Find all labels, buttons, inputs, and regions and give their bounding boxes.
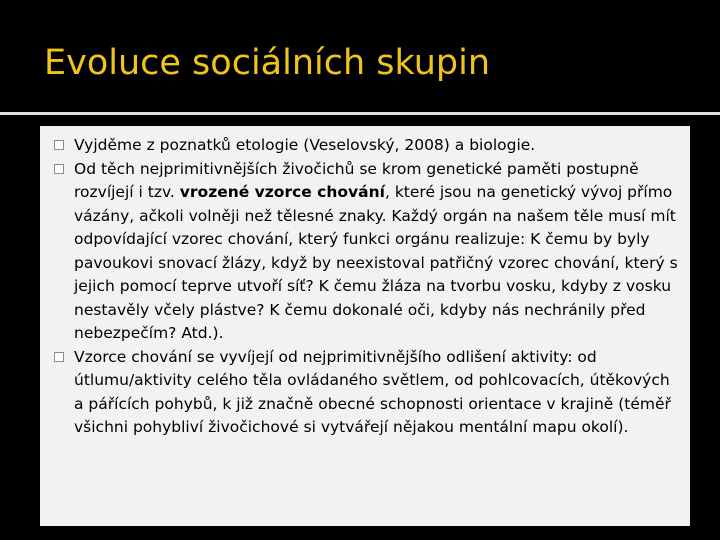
- square-bullet-icon: [54, 164, 64, 174]
- bullet-list: [54, 134, 680, 440]
- bullet-text-after-bold: , které jsou na genetický vývoj přímo vázány, ačkoli volněji než tělesné znaky. Každý orgán na našem těle musí mít odpovídající vzorec chování, který funkci orgánu realizuje: K čemu by byly pavoukovi snovací žlázy, když by neexistoval patřičný vzorec chování, který s jejich pomocí teprve utvoří síť? K čemu žláza na tvorbu vosku, kdyby z vosku nestavěly včely plástve? K čemu dokonalé oči, kdyby nás nechránily před nebezpečím? Atd.).: [74, 183, 678, 342]
- title-bar: [0, 0, 720, 115]
- bullet-text-before-bold: Od těch nejprimitivnějších živočichů se krom genetické paměti postupně rozvíjejí i tzv.: [74, 159, 639, 201]
- bullet-text: Vzorce chování se vyvíjejí od nejprimitivnějšího odlišení aktivity: od útlumu/aktivity celého těla ovládaného světlem, od pohlcovacích, útěkových a pářících pohybů, k již značně obecné schopnosti orientace v krajině (téměř všichni pohybliví živočichové si vytvářejí nějakou mentální mapu okolí).: [74, 347, 671, 436]
- bullet-item-innate-patterns: [54, 158, 680, 346]
- bullet-bold-term: vrozené vzorce chování: [179, 183, 385, 201]
- square-bullet-icon: [54, 140, 64, 150]
- content-area: [40, 126, 690, 526]
- bullet-item-etology: [54, 134, 680, 158]
- bullet-item-behavior-evolution: [54, 346, 680, 440]
- slide-title: Evoluce sociálních skupin: [44, 43, 491, 83]
- bullet-text: Vyjděme z poznatků etologie (Veselovský, 2008) a biologie.: [74, 136, 536, 154]
- square-bullet-icon: [54, 352, 64, 362]
